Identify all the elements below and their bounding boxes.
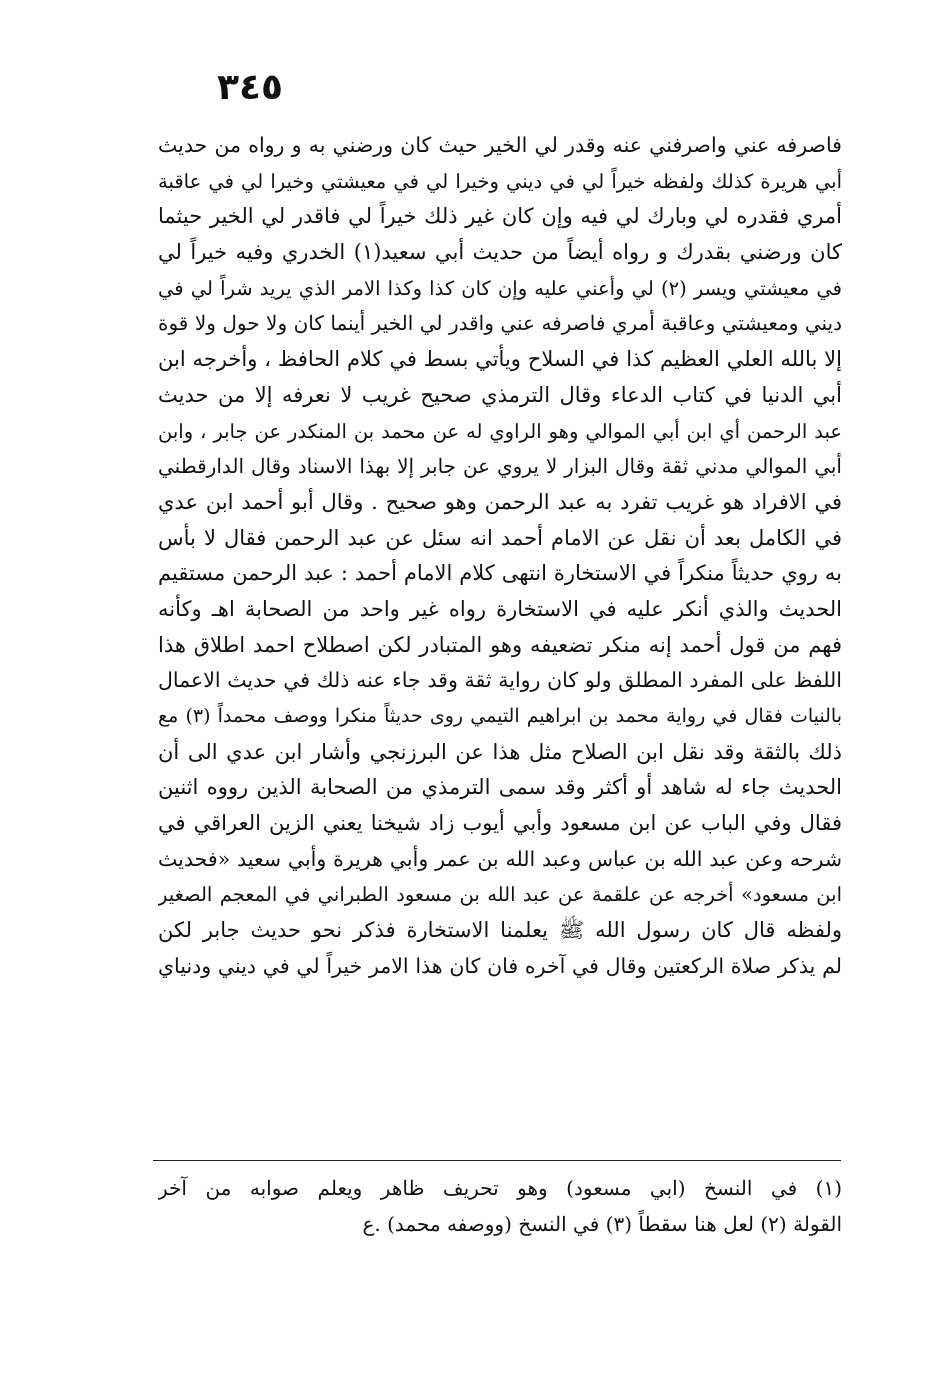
body-text: [158, 128, 842, 985]
text-line: أبي هريرة كذلك ولفظه خيراً لي في ديني وخيرا لي في معيشتي وخيرا لي في عاقبة: [158, 169, 842, 193]
footnotes: [158, 1170, 842, 1242]
text-line: ولفظه قال كان رسول الله ﷺ يعلمنا الاستخارة فذكر نحو حديث جابر لكن: [158, 918, 842, 943]
text-line: كان ورضني بقدرك و رواه أيضاً من حديث أبي سعيد(١) الخدري وفيه خيراً لي: [158, 240, 842, 265]
text-line: بالنيات فقال في رواية محمد بن ابراهيم التيمي روى حديثاً منكرا ووصف محمداً (٣) مع: [158, 705, 842, 727]
text-line: عبد الرحمن أي ابن أبي الموالي وهو الراوي له عن محمد بن المنكدر عن جابر ، وابن: [158, 419, 842, 443]
text-line: في معيشتي ويسر (٢) لي وأعني عليه وإن كان كذا وكذا الامر الذي يريد شراً لي في: [158, 276, 842, 300]
text-line: في الافراد هو غريب تفرد به عبد الرحمن وهو صحيح . وقال أبو أحمد ابن عدي: [158, 489, 842, 514]
page-number: ٣٤٥: [217, 67, 283, 108]
text-line: اللفظ على المفرد المطلق ولو كان رواية ثقة وقد جاء عنه ذلك في حديث الاعمال: [158, 668, 842, 693]
footnote-line: (١) في النسخ (ابي مسعود) وهو تحريف ظاهر ويعلم صوابه من آخر: [158, 1176, 842, 1200]
text-line: ذلك بالثقة وقد نقل ابن الصلاح مثل هذا عن البرزنجي وأشار ابن عدي الى أن: [158, 739, 842, 764]
text-line: أمري فقدره لي وبارك لي فيه وإن كان غير ذلك خيراً لي فاقدر لي الخير حيثما: [158, 204, 842, 229]
footnote-line: القولة (٢) لعل هنا سقطاً (٣) في النسخ (ووصفه محمد) .ع: [362, 1212, 842, 1236]
text-line: في الكامل بعد أن نقل عن الامام أحمد انه سئل عن عبد الرحمن فقال لا بأس: [158, 525, 842, 550]
text-line: إلا بالله العلي العظيم كذا في السلاح ويأتي بسط في كلام الحافظ ، وأخرجه ابن: [158, 347, 842, 372]
text-line: فاصرفه عني واصرفني عنه وقدر لي الخير حيث كان ورضني به و رواه من حديث: [158, 133, 842, 157]
text-line: الحديث والذي أنكر عليه في الاستخارة رواه غير واحد من الصحابة اهـ وكأنه: [158, 596, 842, 621]
text-line: لم يذكر صلاة الركعتين وقال في آخره فان كان هذا الامر خيراً لي في ديني ودنياي: [158, 953, 842, 978]
text-line: أبي الموالي مدني ثقة وقال البزار لا يروي عن جابر إلا بهذا الاسناد وقال الدارقطني: [158, 454, 842, 479]
text-line: فقال وفي الباب عن ابن مسعود وأبي أيوب زاد شيخنا يعني الزين العراقي في: [158, 811, 842, 836]
text-line: ابن مسعود» أخرجه عن علقمة عن عبد الله بن مسعود الطبراني في المعجم الصغير: [158, 883, 842, 907]
text-line: ديني ومعيشتي وعاقبة أمري فاصرفه عني واقدر لي الخير أينما كان ولا حول ولا قوة: [158, 311, 842, 336]
text-line: شرحه وعن عبد الله بن عباس وعبد الله بن عمر وأبي هريرة وأبي سعيد «فحديث: [158, 846, 842, 871]
text-line: فهم من قول أحمد إنه منكر تضعيفه وهو المتبادر لكن اصطلاح احمد اطلاق هذا: [158, 632, 842, 657]
text-line: به روي حديثاً منكراً في الاستخارة انتهى كلام الامام أحمد : عبد الرحمن مستقيم: [158, 561, 842, 586]
footnote-divider: [153, 1160, 841, 1161]
text-line: أبي الدنيا في كتاب الدعاء وقال الترمذي صحيح غريب لا نعرفه إلا من حديث: [158, 382, 842, 407]
text-line: الحديث جاء له شاهد أو أكثر وقد سمى الترمذي من الصحابة الذين رووه اثنين: [158, 775, 842, 800]
